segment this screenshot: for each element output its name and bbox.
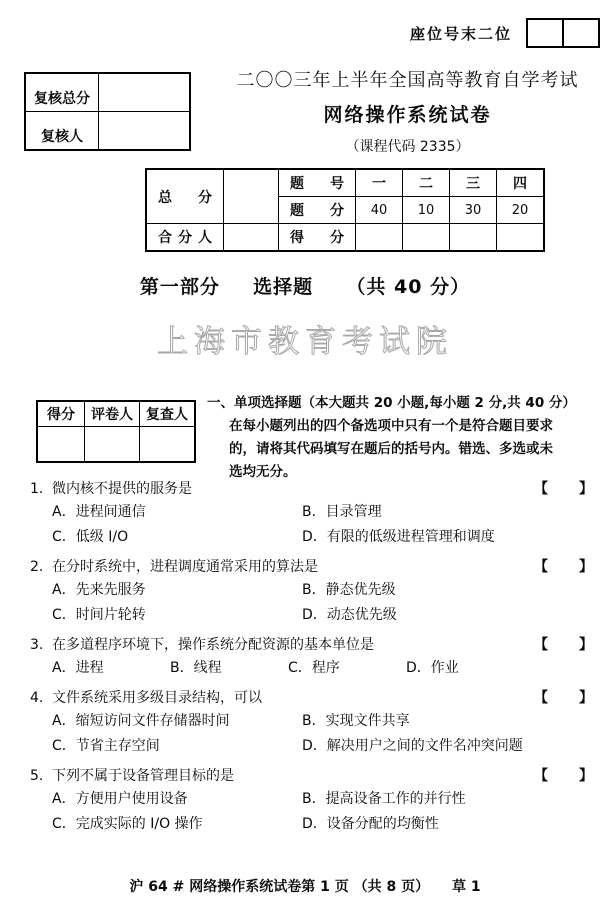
instruction-line-2: 在每小题列出的四个备选项中只有一个是符合题目要求 xyxy=(229,418,553,434)
answer-bracket[interactable]: 【 】 xyxy=(534,559,594,575)
table-row xyxy=(25,73,190,112)
question-points-2: 10 xyxy=(403,197,450,224)
option-row xyxy=(0,812,610,837)
table-row xyxy=(146,224,544,252)
question-item xyxy=(0,634,610,681)
option-row xyxy=(0,578,610,603)
grader-name-value[interactable] xyxy=(85,427,140,463)
option-d[interactable]: D．有限的低级进程管理和调度 xyxy=(302,529,495,545)
question-text: 在多道程序环境下，操作系统分配资源的基本单位是 xyxy=(52,637,374,653)
question-number: 4. xyxy=(30,690,44,706)
review-person-value[interactable] xyxy=(99,112,191,151)
question-points-1: 40 xyxy=(356,197,403,224)
option-d[interactable]: D．作业 xyxy=(406,660,459,676)
summer-value[interactable] xyxy=(224,224,279,252)
seat-number-label: 座位号末二位 xyxy=(409,24,512,43)
answer-bracket[interactable]: 【 】 xyxy=(534,637,594,653)
question-number-label: 题 号 xyxy=(279,169,356,197)
option-b[interactable]: B．提高设备工作的并行性 xyxy=(302,791,466,807)
table-row xyxy=(25,112,190,151)
question-text: 微内核不提供的服务是 xyxy=(52,481,192,497)
option-a[interactable]: A．方便用户使用设备 xyxy=(52,791,188,807)
option-c[interactable]: C．程序 xyxy=(288,660,340,676)
question-stem xyxy=(0,687,610,709)
seat-number-boxes xyxy=(526,18,600,48)
question-points-3: 30 xyxy=(450,197,497,224)
answer-bracket[interactable]: 【 】 xyxy=(534,481,594,497)
question-number: 5. xyxy=(30,768,44,784)
option-d[interactable]: D．解决用户之间的文件名冲突问题 xyxy=(302,738,523,754)
exam-subject-title: 网络操作系统试卷 xyxy=(323,104,492,126)
question-text: 下列不属于设备管理目标的是 xyxy=(52,768,234,784)
earned-score-1[interactable] xyxy=(356,224,403,252)
question-stem xyxy=(0,556,610,578)
answer-bracket[interactable]: 【 】 xyxy=(534,690,594,706)
total-score-value[interactable] xyxy=(224,169,279,224)
question-number-1: 一 xyxy=(356,169,403,197)
option-a[interactable]: A．进程间通信 xyxy=(52,504,146,520)
option-row xyxy=(0,656,610,681)
option-c[interactable]: C．节省主存空间 xyxy=(52,738,160,754)
footer-text: 沪 64 # 网络操作系统试卷第 1 页 （共 8 页） xyxy=(129,879,430,895)
reviewer-name-label: 复查人 xyxy=(140,401,196,427)
review-person-label: 复核人 xyxy=(25,112,99,151)
page-footer xyxy=(0,876,610,896)
earned-score-3[interactable] xyxy=(450,224,497,252)
seat-number-row xyxy=(0,18,600,48)
option-row xyxy=(0,734,610,759)
table-row xyxy=(37,401,195,427)
seat-number-cell-1[interactable] xyxy=(528,20,564,46)
question-number: 1. xyxy=(30,481,44,497)
grader-name-label: 评卷人 xyxy=(85,401,140,427)
question-number: 3. xyxy=(30,637,44,653)
instruction-line-4: 选均无分。 xyxy=(229,464,297,480)
reviewer-name-value[interactable] xyxy=(140,427,196,463)
grader-score-value[interactable] xyxy=(37,427,85,463)
question-stem xyxy=(0,634,610,656)
grader-score-box xyxy=(36,400,196,463)
option-a[interactable]: A．缩短访问文件存储器时间 xyxy=(52,713,230,729)
earned-score-4[interactable] xyxy=(497,224,545,252)
option-c[interactable]: C．完成实际的 I/O 操作 xyxy=(52,816,203,832)
review-total-label: 复核总分 xyxy=(25,73,99,112)
question-number-4: 四 xyxy=(497,169,545,197)
question-item xyxy=(0,765,610,837)
question-stem xyxy=(0,765,610,787)
course-code: （课程代码 2335） xyxy=(345,139,470,155)
footer-draft-mark: 草 1 xyxy=(451,879,481,895)
total-score-label: 总 分 xyxy=(146,169,224,224)
option-b[interactable]: B．实现文件共享 xyxy=(302,713,410,729)
question-number: 2. xyxy=(30,559,44,575)
question-list xyxy=(0,478,610,843)
table-row xyxy=(146,169,544,197)
option-row xyxy=(0,500,610,525)
earned-score-label: 得 分 xyxy=(279,224,356,252)
option-row xyxy=(0,709,610,734)
question-item xyxy=(0,687,610,759)
question-item xyxy=(0,556,610,628)
option-b[interactable]: B．静态优先级 xyxy=(302,582,396,598)
grader-score-label: 得分 xyxy=(37,401,85,427)
option-d[interactable]: D．设备分配的均衡性 xyxy=(302,816,439,832)
part-one-number: 第一部分 xyxy=(139,276,220,298)
option-a[interactable]: A．进程 xyxy=(52,660,104,676)
question-points-label: 题 分 xyxy=(279,197,356,224)
question-text: 文件系统采用多级目录结构，可以 xyxy=(52,690,262,706)
instruction-line-1: 一、单项选择题（本大题共 20 小题,每小题 2 分,共 40 分） xyxy=(207,395,576,411)
option-a[interactable]: A．先来先服务 xyxy=(52,582,146,598)
answer-bracket[interactable]: 【 】 xyxy=(534,768,594,784)
institution-watermark: 上海市教育考试院 xyxy=(157,324,453,360)
option-b[interactable]: B．目录管理 xyxy=(302,504,382,520)
option-b[interactable]: B．线程 xyxy=(170,660,222,676)
part-one-name: 选择题 xyxy=(253,276,314,298)
summer-label: 合分人 xyxy=(146,224,224,252)
question-points-4: 20 xyxy=(497,197,545,224)
question-number-2: 二 xyxy=(403,169,450,197)
review-score-table xyxy=(24,72,191,151)
score-summary-table xyxy=(145,168,545,252)
option-c[interactable]: C．低级 I/O xyxy=(52,529,129,545)
earned-score-2[interactable] xyxy=(403,224,450,252)
question-number-3: 三 xyxy=(450,169,497,197)
part-one-points: （共 40 分） xyxy=(346,276,471,298)
exam-title: 二〇〇三年上半年全国高等教育自学考试 xyxy=(236,70,579,91)
option-row xyxy=(0,787,610,812)
seat-number-cell-2[interactable] xyxy=(564,20,598,46)
option-c[interactable]: C．时间片轮转 xyxy=(52,607,146,623)
section-one-instruction xyxy=(207,392,602,484)
table-row xyxy=(37,427,195,463)
part-one-header xyxy=(0,272,610,299)
review-total-value[interactable] xyxy=(99,73,191,112)
question-stem xyxy=(0,478,610,500)
option-row xyxy=(0,525,610,550)
option-d[interactable]: D．动态优先级 xyxy=(302,607,397,623)
question-text: 在分时系统中，进程调度通常采用的算法是 xyxy=(52,559,318,575)
question-item xyxy=(0,478,610,550)
instruction-line-3: 的，请将其代码填写在题后的括号内。错选、多选或未 xyxy=(229,441,553,457)
option-row xyxy=(0,603,610,628)
